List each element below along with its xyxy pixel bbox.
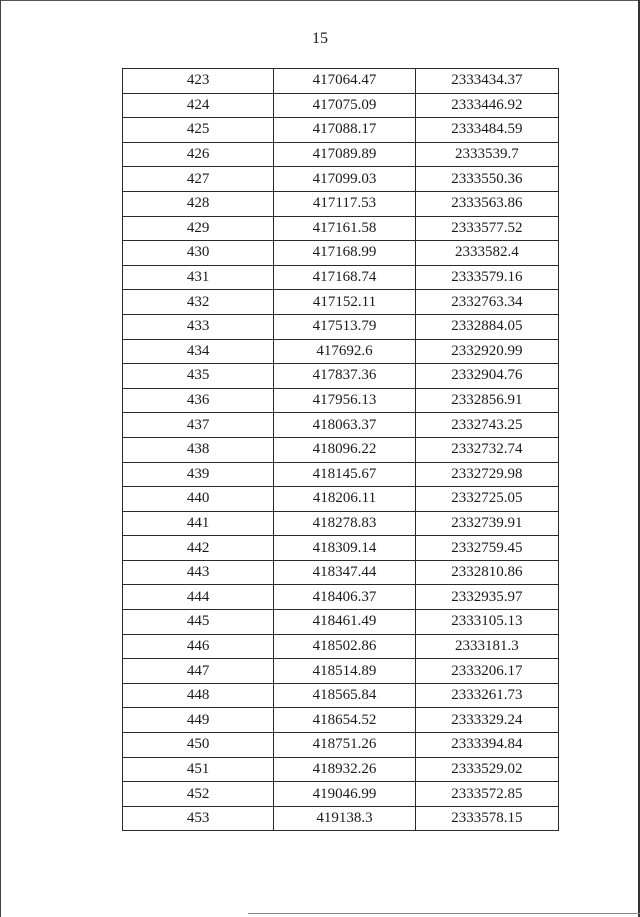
- y-coordinate-cell: 2333329.24: [415, 708, 558, 733]
- x-coordinate-cell: 419046.99: [274, 782, 415, 807]
- y-coordinate-cell: 2332739.91: [415, 511, 558, 536]
- y-coordinate-cell: 2333582.4: [415, 241, 558, 266]
- point-number-cell: 430: [123, 241, 274, 266]
- table-row: [123, 191, 559, 216]
- y-coordinate-cell: 2333550.36: [415, 167, 558, 192]
- point-number-cell: 443: [123, 560, 274, 585]
- x-coordinate-cell: 418406.37: [274, 585, 415, 610]
- point-number-cell: 444: [123, 585, 274, 610]
- point-number-cell: 433: [123, 314, 274, 339]
- x-coordinate-cell: 418461.49: [274, 610, 415, 635]
- x-coordinate-cell: 418654.52: [274, 708, 415, 733]
- page-number: 15: [312, 30, 328, 47]
- y-coordinate-cell: 2333181.3: [415, 634, 558, 659]
- x-coordinate-cell: 418502.86: [274, 634, 415, 659]
- point-number-cell: 452: [123, 782, 274, 807]
- table-row: [123, 659, 559, 684]
- x-coordinate-cell: 417075.09: [274, 93, 415, 118]
- table-row: [123, 585, 559, 610]
- y-coordinate-cell: 2333579.16: [415, 265, 558, 290]
- table-row: [123, 118, 559, 143]
- point-number-cell: 446: [123, 634, 274, 659]
- y-coordinate-cell: 2332884.05: [415, 314, 558, 339]
- table-row: [123, 708, 559, 733]
- table-row: [123, 216, 559, 241]
- table-row: [123, 733, 559, 758]
- y-coordinate-cell: 2333572.85: [415, 782, 558, 807]
- y-coordinate-cell: 2333529.02: [415, 757, 558, 782]
- x-coordinate-cell: 418514.89: [274, 659, 415, 684]
- y-coordinate-cell: 2333539.7: [415, 142, 558, 167]
- y-coordinate-cell: 2332810.86: [415, 560, 558, 585]
- x-coordinate-cell: 418751.26: [274, 733, 415, 758]
- x-coordinate-cell: 418309.14: [274, 536, 415, 561]
- table-row: [123, 388, 559, 413]
- point-number-cell: 449: [123, 708, 274, 733]
- scan-edge-bottom: [248, 913, 640, 914]
- y-coordinate-cell: 2332759.45: [415, 536, 558, 561]
- y-coordinate-cell: 2332729.98: [415, 462, 558, 487]
- y-coordinate-cell: 2333577.52: [415, 216, 558, 241]
- y-coordinate-cell: 2333206.17: [415, 659, 558, 684]
- point-number-cell: 435: [123, 364, 274, 389]
- point-number-cell: 451: [123, 757, 274, 782]
- x-coordinate-cell: 417692.6: [274, 339, 415, 364]
- point-number-cell: 431: [123, 265, 274, 290]
- y-coordinate-cell: 2332920.99: [415, 339, 558, 364]
- point-number-cell: 441: [123, 511, 274, 536]
- y-coordinate-cell: 2332725.05: [415, 487, 558, 512]
- x-coordinate-cell: 417837.36: [274, 364, 415, 389]
- table-row: [123, 536, 559, 561]
- coordinates-table-body: [123, 69, 559, 831]
- y-coordinate-cell: 2332935.97: [415, 585, 558, 610]
- y-coordinate-cell: 2332904.76: [415, 364, 558, 389]
- x-coordinate-cell: 418565.84: [274, 683, 415, 708]
- y-coordinate-cell: 2333261.73: [415, 683, 558, 708]
- coordinates-table: [122, 68, 559, 831]
- point-number-cell: 447: [123, 659, 274, 684]
- table-row: [123, 69, 559, 94]
- table-row: [123, 265, 559, 290]
- table-row: [123, 290, 559, 315]
- x-coordinate-cell: 417161.58: [274, 216, 415, 241]
- table-row: [123, 364, 559, 389]
- point-number-cell: 439: [123, 462, 274, 487]
- scan-edge-top: [0, 0, 640, 1]
- table-row: [123, 462, 559, 487]
- y-coordinate-cell: 2333394.84: [415, 733, 558, 758]
- y-coordinate-cell: 2333578.15: [415, 806, 558, 831]
- point-number-cell: 453: [123, 806, 274, 831]
- table-row: [123, 167, 559, 192]
- y-coordinate-cell: 2332763.34: [415, 290, 558, 315]
- table-row: [123, 757, 559, 782]
- table-row: [123, 142, 559, 167]
- table-row: [123, 782, 559, 807]
- table-row: [123, 314, 559, 339]
- point-number-cell: 442: [123, 536, 274, 561]
- table-row: [123, 241, 559, 266]
- x-coordinate-cell: 418096.22: [274, 437, 415, 462]
- x-coordinate-cell: 418063.37: [274, 413, 415, 438]
- scan-edge-left: [0, 0, 1, 917]
- y-coordinate-cell: 2333434.37: [415, 69, 558, 94]
- x-coordinate-cell: 417168.99: [274, 241, 415, 266]
- y-coordinate-cell: 2333105.13: [415, 610, 558, 635]
- point-number-cell: 450: [123, 733, 274, 758]
- x-coordinate-cell: 417088.17: [274, 118, 415, 143]
- y-coordinate-cell: 2332732.74: [415, 437, 558, 462]
- x-coordinate-cell: 417956.13: [274, 388, 415, 413]
- x-coordinate-cell: 418347.44: [274, 560, 415, 585]
- point-number-cell: 434: [123, 339, 274, 364]
- point-number-cell: 445: [123, 610, 274, 635]
- table-row: [123, 806, 559, 831]
- point-number-cell: 432: [123, 290, 274, 315]
- table-row: [123, 93, 559, 118]
- x-coordinate-cell: 418278.83: [274, 511, 415, 536]
- table-row: [123, 511, 559, 536]
- x-coordinate-cell: 418932.26: [274, 757, 415, 782]
- x-coordinate-cell: 417513.79: [274, 314, 415, 339]
- y-coordinate-cell: 2333446.92: [415, 93, 558, 118]
- x-coordinate-cell: 417168.74: [274, 265, 415, 290]
- table-row: [123, 683, 559, 708]
- x-coordinate-cell: 418206.11: [274, 487, 415, 512]
- y-coordinate-cell: 2333484.59: [415, 118, 558, 143]
- table-row: [123, 610, 559, 635]
- point-number-cell: 438: [123, 437, 274, 462]
- point-number-cell: 440: [123, 487, 274, 512]
- table-row: [123, 634, 559, 659]
- table-row: [123, 437, 559, 462]
- table-row: [123, 487, 559, 512]
- table-row: [123, 413, 559, 438]
- point-number-cell: 436: [123, 388, 274, 413]
- point-number-cell: 427: [123, 167, 274, 192]
- x-coordinate-cell: 419138.3: [274, 806, 415, 831]
- table-row: [123, 560, 559, 585]
- y-coordinate-cell: 2333563.86: [415, 191, 558, 216]
- point-number-cell: 437: [123, 413, 274, 438]
- y-coordinate-cell: 2332856.91: [415, 388, 558, 413]
- table-row: [123, 339, 559, 364]
- x-coordinate-cell: 417152.11: [274, 290, 415, 315]
- point-number-cell: 426: [123, 142, 274, 167]
- point-number-cell: 424: [123, 93, 274, 118]
- x-coordinate-cell: 417117.53: [274, 191, 415, 216]
- point-number-cell: 448: [123, 683, 274, 708]
- y-coordinate-cell: 2332743.25: [415, 413, 558, 438]
- point-number-cell: 429: [123, 216, 274, 241]
- point-number-cell: 425: [123, 118, 274, 143]
- x-coordinate-cell: 417089.89: [274, 142, 415, 167]
- x-coordinate-cell: 418145.67: [274, 462, 415, 487]
- point-number-cell: 423: [123, 69, 274, 94]
- x-coordinate-cell: 417064.47: [274, 69, 415, 94]
- x-coordinate-cell: 417099.03: [274, 167, 415, 192]
- point-number-cell: 428: [123, 191, 274, 216]
